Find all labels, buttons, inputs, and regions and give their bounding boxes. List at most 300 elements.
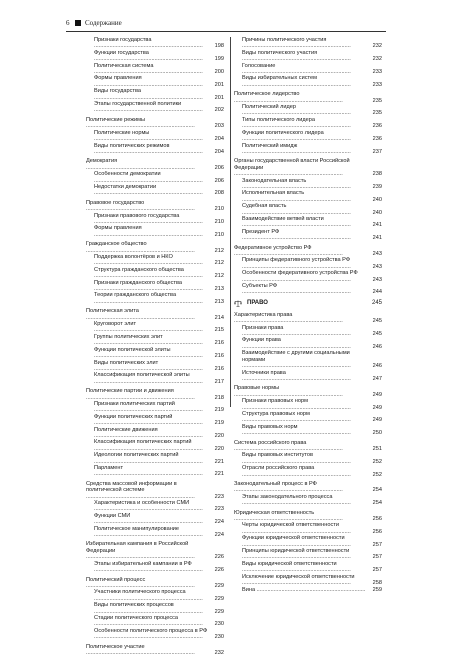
dot-leader: ...................................................................... <box>94 471 203 478</box>
dot-leader: ...................................................................... <box>94 273 203 280</box>
dot-leader: ...................................................................... <box>94 365 203 372</box>
dot-leader: ...................................................................... <box>86 493 195 500</box>
entry-title: Политическое участие <box>86 643 145 650</box>
toc-section-entry[interactable] <box>86 388 224 401</box>
entry-page-number: 233 <box>372 69 382 76</box>
dot-leader: ...................................................................... <box>94 148 203 155</box>
dot-leader: ...................................................................... <box>242 458 351 465</box>
entry-title: Система российского права <box>234 439 307 446</box>
toc-section-entry[interactable] <box>86 241 224 254</box>
entry-title: Идеологии политических партий <box>94 452 179 459</box>
dot-leader: ...................................................................... <box>242 56 351 63</box>
dot-leader: ...................................................................... <box>234 318 343 325</box>
toc-subentry[interactable] <box>86 561 224 574</box>
dot-leader: ...................................................................... <box>94 327 203 334</box>
dot-leader: ...................................................................... <box>242 567 351 574</box>
toc-subentry[interactable] <box>234 548 382 561</box>
dot-leader: ...................................................................... <box>94 432 203 439</box>
toc-subentry[interactable] <box>86 37 224 50</box>
toc-subentry[interactable] <box>234 587 382 593</box>
toc-part-heading[interactable] <box>234 299 382 309</box>
entry-page-number: 201 <box>214 81 224 88</box>
toc-subentry[interactable] <box>234 465 382 478</box>
toc-subentry[interactable] <box>234 216 382 229</box>
dot-leader: ...................................................................... <box>86 394 195 401</box>
entry-title: Функции государства <box>94 49 149 56</box>
entry-title: Признаки политических партий <box>94 400 175 407</box>
dot-leader: ...................................................................... <box>94 445 203 452</box>
entry-title: Круговорот элит <box>94 321 137 328</box>
page-title: Содержание <box>85 19 122 27</box>
toc-subentry[interactable] <box>234 50 382 63</box>
toc-subentry[interactable] <box>234 522 382 535</box>
toc-subentry[interactable] <box>86 321 224 334</box>
entry-page-number: 259 <box>372 586 382 593</box>
entry-title: Функции юридической ответственности <box>242 535 345 542</box>
entry-title: Виды политических режимов <box>94 142 170 149</box>
toc-subentry[interactable] <box>86 63 224 76</box>
toc-subentry[interactable] <box>234 411 382 424</box>
dot-leader: ...................................................................... <box>94 532 203 539</box>
entry-title: Федеративное устройство РФ <box>234 244 312 251</box>
dot-leader: ...................................................................... <box>94 353 203 360</box>
entry-title: Виды правовых институтов <box>242 452 314 459</box>
entry-page-number: 212 <box>214 247 224 254</box>
entry-title: Формы правления <box>94 75 142 82</box>
entry-page-number: 199 <box>214 56 224 63</box>
dot-leader: ...................................................................... <box>94 519 203 526</box>
entry-page-number: 226 <box>214 567 224 574</box>
entry-page-number: 221 <box>214 471 224 478</box>
dot-leader: ...................................................................... <box>94 420 203 427</box>
toc-subentry[interactable] <box>86 360 224 373</box>
toc-subentry[interactable] <box>234 257 382 270</box>
entry-page-number: 213 <box>214 298 224 305</box>
entry-title: Избирательная кампания в Российской Федерации <box>86 541 189 554</box>
toc-subentry[interactable] <box>86 143 224 156</box>
entry-page-number: 218 <box>214 394 224 401</box>
toc-subentry[interactable] <box>234 337 382 350</box>
entry-page-number: 219 <box>214 407 224 414</box>
entry-page-number: 216 <box>214 353 224 360</box>
dot-leader: ...................................................................... <box>94 458 203 465</box>
dot-leader: ...................................................................... <box>94 56 203 63</box>
dot-leader: ...................................................................... <box>242 343 351 350</box>
toc-subentry[interactable] <box>234 229 382 242</box>
entry-page-number: 257 <box>372 567 382 574</box>
entry-page-number: 257 <box>372 554 382 561</box>
toc-subentry[interactable] <box>86 292 224 305</box>
entry-page-number: 243 <box>372 251 382 257</box>
entry-page-number: 254 <box>372 500 382 507</box>
dot-leader: ...................................................................... <box>94 177 203 184</box>
dot-leader: ...................................................................... <box>94 107 203 114</box>
toc-subentry[interactable] <box>86 615 224 628</box>
toc-subentry[interactable] <box>86 184 224 197</box>
toc-subentry[interactable] <box>86 88 224 101</box>
toc-section-entry[interactable] <box>234 481 382 494</box>
dot-leader: ...................................................................... <box>94 608 203 615</box>
entry-page-number: 223 <box>214 506 224 513</box>
entry-page-number: 201 <box>214 94 224 101</box>
toc-subentry[interactable] <box>234 203 382 216</box>
entry-page-number: 241 <box>372 222 382 229</box>
entry-page-number: 240 <box>372 209 382 216</box>
dot-leader: ...................................................................... <box>94 340 203 347</box>
entry-page-number: 252 <box>372 471 382 478</box>
entry-title: Этапы избирательной кампании в РФ <box>94 560 192 567</box>
entry-page-number: 229 <box>214 608 224 615</box>
entry-page-number: 243 <box>372 276 382 283</box>
header-rule <box>66 31 386 32</box>
entry-title: Исключение юридической ответственности <box>242 573 355 580</box>
toc-subentry[interactable] <box>234 130 382 143</box>
toc-section-entry[interactable] <box>86 158 224 171</box>
entry-title: Функции политических партий <box>94 413 173 420</box>
entry-title: Принципы федеративного устройства РФ <box>242 257 351 264</box>
dot-leader: ...................................................................... <box>242 123 351 130</box>
entry-page-number: 230 <box>214 634 224 641</box>
entry-page-number: 256 <box>372 516 382 523</box>
entry-page-number: 232 <box>214 649 224 656</box>
entry-title: Характеристика права <box>234 311 293 318</box>
entry-page-number: 249 <box>372 417 382 424</box>
toc-subentry[interactable] <box>86 414 224 427</box>
toc-subentry[interactable] <box>86 267 224 280</box>
entry-page-number: 216 <box>214 365 224 372</box>
entry-title: Политические нормы <box>94 129 150 136</box>
entry-page-number: 215 <box>214 327 224 334</box>
dot-leader: ...................................................................... <box>94 634 203 641</box>
toc-section-entry[interactable] <box>234 510 382 523</box>
page-header <box>0 0 450 36</box>
dot-leader: ...................................................................... <box>242 404 351 411</box>
dot-leader: ...................................................................... <box>94 43 203 50</box>
entry-title: Политические движения <box>94 426 158 433</box>
dot-leader: ...................................................................... <box>94 595 203 602</box>
entry-title: Взаимодействие с другими социальными нормами <box>242 350 350 363</box>
entry-page-number: 212 <box>214 260 224 267</box>
dot-leader: ...................................................................... <box>242 69 351 76</box>
toc-right-column <box>234 37 382 593</box>
dot-leader: ...................................................................... <box>234 97 343 104</box>
entry-page-number: 229 <box>214 595 224 602</box>
entry-page-number: 202 <box>214 107 224 114</box>
dot-leader: ...................................................................... <box>94 621 203 628</box>
entry-title: Президент РФ <box>242 228 280 235</box>
toc-section-entry[interactable] <box>86 308 224 321</box>
entry-title: Структура гражданского общества <box>94 266 184 273</box>
toc-section-entry[interactable] <box>86 644 224 656</box>
dot-leader: ...................................................................... <box>94 136 203 143</box>
entry-page-number: 216 <box>214 340 224 347</box>
toc-subentry[interactable] <box>234 424 382 437</box>
entry-title: Судебная власть <box>242 203 287 210</box>
entry-title: Политические режимы <box>86 116 146 123</box>
dot-leader: ...................................................................... <box>234 445 343 452</box>
toc-subentry[interactable] <box>86 372 224 385</box>
dot-leader: ...................................................................... <box>94 407 203 414</box>
entry-title: Этапы законодательного процесса <box>242 493 333 500</box>
part-page-number: 245 <box>371 299 382 306</box>
entry-page-number: 204 <box>214 136 224 143</box>
entry-title: Политическая элита <box>86 308 139 315</box>
toc-subentry[interactable] <box>234 494 382 507</box>
dot-leader: ...................................................................... <box>242 289 351 296</box>
entry-title: Классификация политической элиты <box>94 372 190 379</box>
toc-section-entry[interactable] <box>86 541 224 560</box>
entry-title: Демократия <box>86 158 118 165</box>
entry-page-number: 229 <box>214 582 224 589</box>
entry-page-number: 214 <box>214 314 224 321</box>
dot-leader: ...................................................................... <box>234 251 343 257</box>
toc-subentry[interactable] <box>86 254 224 267</box>
dot-leader: ...................................................................... <box>242 196 351 203</box>
dot-leader: ...................................................................... <box>86 582 195 589</box>
toc-subentry[interactable] <box>234 63 382 76</box>
entry-title: Виды политических элит <box>94 359 159 366</box>
entry-page-number: 204 <box>214 148 224 155</box>
toc-subentry[interactable] <box>86 526 224 539</box>
entry-title: Виды юридической ответственности <box>242 560 337 567</box>
entry-title: Парламент <box>94 465 124 471</box>
entry-title: Голосование <box>242 62 276 69</box>
dot-leader: ...................................................................... <box>234 391 343 398</box>
dot-leader: ...................................................................... <box>94 506 203 513</box>
entry-page-number: 224 <box>214 519 224 526</box>
entry-page-number: 232 <box>372 56 382 63</box>
dot-leader: ...................................................................... <box>242 417 351 424</box>
toc-subentry[interactable] <box>86 465 224 478</box>
entry-title: Политическое манипулирование <box>94 525 180 532</box>
dot-leader: ...................................................................... <box>242 209 351 216</box>
entry-page-number: 223 <box>214 493 224 500</box>
entry-title: Законодательный процесс в РФ <box>234 481 317 487</box>
dot-leader: ...................................................................... <box>94 260 203 267</box>
entry-page-number: 213 <box>214 286 224 293</box>
toc-section-entry[interactable] <box>86 117 224 130</box>
entry-page-number: 254 <box>372 487 382 494</box>
dot-leader: ...................................................................... <box>242 554 351 561</box>
toc-subentry[interactable] <box>86 401 224 414</box>
entry-page-number: 210 <box>214 206 224 213</box>
entry-page-number: 243 <box>372 263 382 270</box>
entry-title: Функции политического лидера <box>242 129 324 136</box>
dot-leader: ...................................................................... <box>242 331 351 338</box>
dot-leader: ...................................................................... <box>86 164 195 171</box>
dot-leader: ...................................................................... <box>242 375 351 382</box>
entry-page-number: 233 <box>372 81 382 88</box>
entry-page-number: 238 <box>372 171 382 178</box>
dot-leader: ...................................................................... <box>242 235 351 242</box>
entry-page-number: 210 <box>214 218 224 225</box>
dot-leader: ...................................................................... <box>94 190 203 197</box>
entry-title: Признаки правовых норм <box>242 398 308 405</box>
toc-section-entry[interactable] <box>86 200 224 213</box>
entry-page-number: 241 <box>372 235 382 242</box>
toc-subentry[interactable] <box>86 334 224 347</box>
entry-page-number: 200 <box>214 69 224 76</box>
toc-subentry[interactable] <box>234 190 382 203</box>
header-square-marker-icon <box>75 20 81 26</box>
toc-subentry[interactable] <box>234 452 382 465</box>
dot-leader: ...................................................................... <box>242 136 351 143</box>
dot-leader: ...................................................................... <box>234 516 343 523</box>
dot-leader: ...................................................................... <box>242 276 351 283</box>
entry-title: Признаки государства <box>94 37 152 43</box>
entry-title: Взаимодействие ветвей власти <box>242 215 324 222</box>
toc-subentry[interactable] <box>86 50 224 63</box>
dot-leader: ...................................................................... <box>94 286 203 293</box>
toc-subentry[interactable] <box>86 101 224 114</box>
toc-subentry[interactable] <box>234 370 382 383</box>
page-number: 6 <box>66 19 70 27</box>
dot-leader: ...................................................................... <box>242 263 351 270</box>
dot-leader: ...................................................................... <box>242 183 351 190</box>
dot-leader: ...................................................................... <box>86 649 195 656</box>
entry-title: Политическое лидерство <box>234 91 300 98</box>
entry-title: Законодательная власть <box>242 177 307 184</box>
entry-title: Средства массовой информации в политической системе <box>86 480 177 494</box>
entry-page-number: 252 <box>372 458 382 465</box>
entry-title: Классификация политических партий <box>94 439 192 446</box>
entry-page-number: 220 <box>214 432 224 439</box>
entry-page-number: 236 <box>372 123 382 130</box>
toc-subentry[interactable] <box>86 427 224 440</box>
entry-title: Участники политического процесса <box>94 589 186 596</box>
entry-title: Черты юридической ответственности <box>242 522 339 529</box>
entry-page-number: 239 <box>372 183 382 190</box>
dot-leader: ...................................................................... <box>242 363 351 370</box>
toc-section-entry[interactable] <box>234 312 382 325</box>
entry-title: Политические партии и движения <box>86 388 174 395</box>
toc-subentry[interactable] <box>86 439 224 452</box>
entry-title: Характеристика и особенности СМИ <box>94 500 190 507</box>
scales-of-justice-icon <box>234 300 242 307</box>
entry-title: Недостатки демократии <box>94 183 157 190</box>
dot-leader: ...................................................................... <box>94 81 203 88</box>
entry-title: Виды избирательных систем <box>242 75 317 82</box>
toc-subentry[interactable] <box>234 325 382 338</box>
dot-leader: ...................................................................... <box>86 123 195 130</box>
toc-subentry[interactable] <box>86 280 224 293</box>
entry-title: Группы политических элит <box>94 333 163 340</box>
entry-page-number: 206 <box>214 164 224 171</box>
dot-leader: ...................................................................... <box>242 43 351 50</box>
toc-subentry[interactable] <box>234 37 382 50</box>
toc-subentry[interactable] <box>234 535 382 548</box>
entry-page-number: 244 <box>372 289 382 296</box>
toc-subentry[interactable] <box>234 574 382 587</box>
dot-leader: ...................................................................... <box>242 528 351 535</box>
dot-leader: ...................................................................... <box>242 471 351 478</box>
toc-subentry[interactable] <box>86 75 224 88</box>
part-title: ПРАВО <box>247 299 268 306</box>
entry-title: Источники права <box>242 369 286 376</box>
toc-subentry[interactable] <box>86 213 224 226</box>
toc-subentry[interactable] <box>234 178 382 191</box>
toc-subentry[interactable] <box>86 500 224 513</box>
toc-section-entry[interactable] <box>234 440 382 453</box>
toc-section-entry[interactable] <box>86 577 224 590</box>
toc-subentry[interactable] <box>86 347 224 360</box>
dot-leader: ...................................................................... <box>242 110 351 117</box>
toc-subentry[interactable] <box>86 513 224 526</box>
toc-subentry[interactable] <box>86 452 224 465</box>
toc-subentry[interactable] <box>234 350 382 369</box>
entry-page-number: 251 <box>372 445 382 452</box>
dot-leader: ...................................................................... <box>242 430 351 437</box>
entry-title: Типы политического лидера <box>242 116 316 123</box>
toc-subentry[interactable] <box>234 117 382 130</box>
dot-leader: ...................................................................... <box>255 586 366 593</box>
entry-page-number: 212 <box>214 273 224 280</box>
toc-subentry[interactable] <box>234 75 382 88</box>
toc-section-entry[interactable] <box>234 245 382 258</box>
entry-title: Поддержка волонтёров и НКО <box>94 254 173 260</box>
dot-leader: ...................................................................... <box>242 148 351 155</box>
entry-page-number: 256 <box>372 528 382 535</box>
toc-subentry[interactable] <box>234 561 382 574</box>
entry-title: Структура правовых норм <box>242 410 310 417</box>
entry-title: Правовое государство <box>86 199 145 206</box>
entry-page-number: 230 <box>214 621 224 628</box>
toc-section-entry[interactable] <box>234 91 382 104</box>
toc-subentry[interactable] <box>86 225 224 238</box>
toc-subentry[interactable] <box>86 130 224 143</box>
toc-subentry[interactable] <box>234 104 382 117</box>
toc-subentry[interactable] <box>234 270 382 283</box>
entry-title: Гражданское общество <box>86 241 147 248</box>
dot-leader: ...................................................................... <box>86 314 195 321</box>
entry-page-number: 237 <box>372 148 382 155</box>
toc-subentry[interactable] <box>86 171 224 184</box>
entry-title: Политический процесс <box>86 576 146 583</box>
entry-title: Виды политического участия <box>242 49 318 56</box>
entry-title: Стадии политического процесса <box>94 614 179 621</box>
entry-title: Признаки гражданского общества <box>94 279 182 286</box>
entry-page-number: 257 <box>372 541 382 548</box>
entry-title: Функции права <box>242 337 281 344</box>
entry-page-number: 258 <box>372 580 382 587</box>
entry-page-number: 250 <box>372 430 382 437</box>
entry-page-number: 198 <box>214 43 224 50</box>
toc-subentry[interactable] <box>86 628 224 641</box>
entry-page-number: 219 <box>214 420 224 427</box>
toc-section-entry[interactable] <box>234 385 382 398</box>
entry-page-number: 210 <box>214 231 224 238</box>
toc-subentry[interactable] <box>234 283 382 296</box>
entry-title: Органы государственной власти Российской Федерации <box>234 158 350 171</box>
toc-section-entry[interactable] <box>234 158 382 177</box>
entry-title: Признаки правового государства <box>94 212 180 219</box>
toc-section-entry[interactable] <box>86 481 224 500</box>
dot-leader: ...................................................................... <box>86 247 195 254</box>
toc-subentry[interactable] <box>234 143 382 156</box>
toc-subentry[interactable] <box>86 602 224 615</box>
entry-title: Правовые нормы <box>234 385 280 392</box>
toc-subentry[interactable] <box>234 398 382 411</box>
dot-leader: ...................................................................... <box>242 580 351 587</box>
dot-leader: ...................................................................... <box>86 206 195 213</box>
entry-title: Формы правления <box>94 225 142 232</box>
entry-title: Виды правовых норм <box>242 423 298 430</box>
dot-leader: ...................................................................... <box>86 554 195 561</box>
entry-title: Этапы государственной политики <box>94 101 182 108</box>
entry-title: Функции политической элиты <box>94 346 171 353</box>
toc-subentry[interactable] <box>86 589 224 602</box>
dot-leader: ...................................................................... <box>94 378 203 385</box>
